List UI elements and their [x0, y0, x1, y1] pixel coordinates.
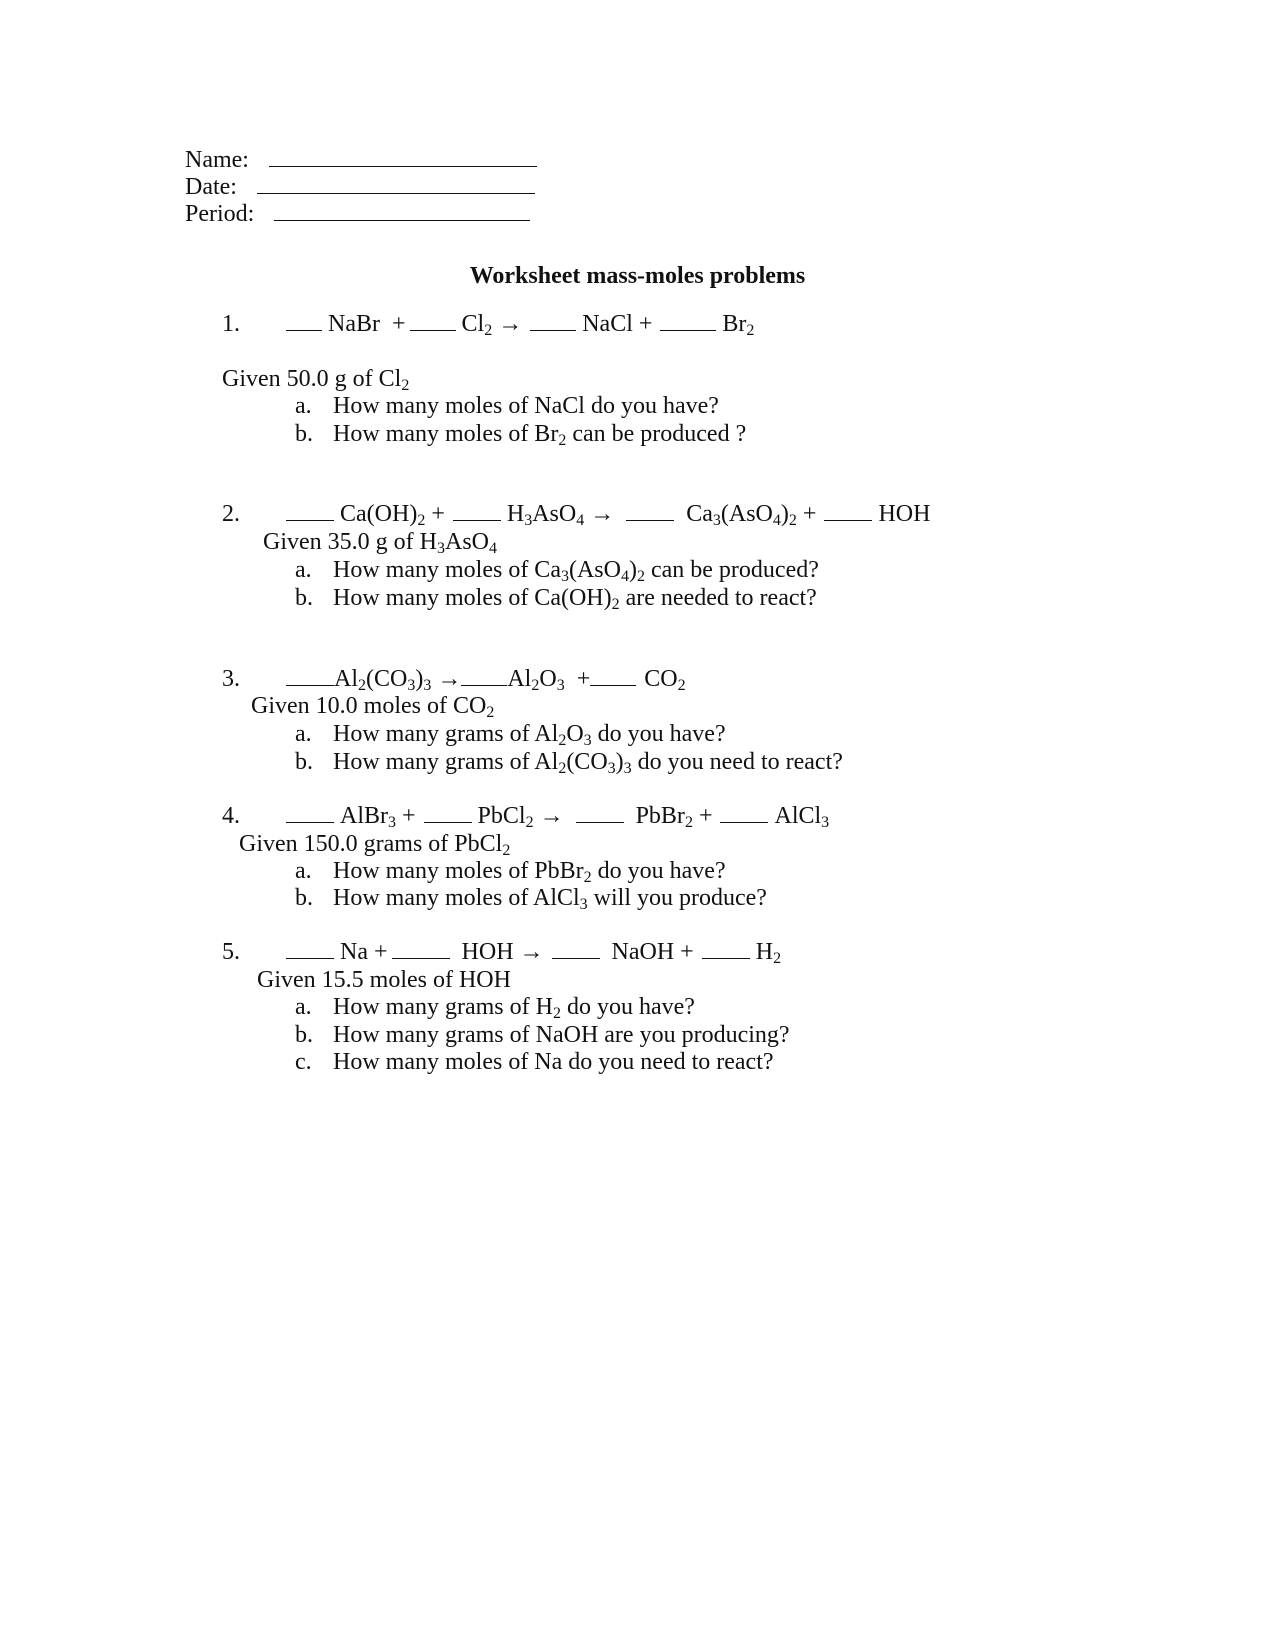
problem-2-equation: 2. $Ca(OH)_2 + H_3AsO_4 \to Ca_3(AsO_4)_2$ + HOH [222, 501, 931, 529]
problem-1-given: Given 50.0 g of $Cl_2$ [222, 366, 410, 394]
name-field[interactable] [185, 146, 537, 174]
coefficient-blank[interactable] [286, 804, 334, 823]
problem-number: 4. [222, 803, 240, 829]
coefficient-blank[interactable] [286, 940, 334, 959]
problem-number: 1. [222, 311, 240, 337]
question-2a: a. How many moles of $Ca_3(AsO_4)_2$ can be produced? [295, 557, 819, 585]
worksheet-title: Worksheet mass-moles problems [469, 263, 806, 289]
period-label: Period: [185, 201, 255, 227]
coefficient-blank[interactable] [552, 940, 600, 959]
problem-3-equation: 3. $Al_2(CO_3)_3 \to Al_2O_3 + CO_2$ [222, 666, 686, 694]
question-5c: c. How many moles of Na do you need to react? [295, 1049, 774, 1075]
problem-4-given: Given 150.0 grams of PbCl$_2$ [239, 831, 511, 859]
coefficient-blank[interactable] [424, 804, 472, 823]
coefficient-blank[interactable] [453, 502, 501, 521]
coefficient-blank[interactable] [410, 312, 456, 331]
question-3a: a. How many grams of $Al_2O_3$ do you have? [295, 721, 726, 749]
problem-number: 3. [222, 666, 240, 692]
question-4a: a. How many moles of PbBr$_2$ do you have? [295, 858, 726, 886]
coefficient-blank[interactable] [286, 502, 334, 521]
period-field[interactable] [185, 200, 530, 228]
coefficient-blank[interactable] [286, 667, 334, 686]
problem-1-equation: 1. NaBr + $Cl_2$ → NaCl + $Br_2$ [222, 311, 755, 339]
question-4b: b. How many moles of AlCl$_3$ will you produce? [295, 885, 767, 913]
question-3b: b. How many grams of $Al_2(CO_3)_3$ do you need to react? [295, 749, 843, 777]
coefficient-blank[interactable] [590, 667, 636, 686]
problem-5-given: Given 15.5 moles of HOH [257, 967, 511, 993]
coefficient-blank[interactable] [286, 312, 322, 331]
date-label: Date: [185, 174, 237, 200]
question-5a: a. How many grams of $H_2$ do you have? [295, 994, 695, 1022]
problem-4-equation: 4. AlBr$_3$ + PbCl$_2$ → PbBr$_2$ + AlCl$_3$ [222, 803, 830, 831]
coefficient-blank[interactable] [392, 940, 450, 959]
question-1a: a. How many moles of NaCl do you have? [295, 393, 719, 419]
problem-5-equation: 5. Na + HOH → NaOH + $H_2$ [222, 939, 782, 967]
coefficient-blank[interactable] [530, 312, 576, 331]
date-line[interactable] [257, 173, 535, 194]
date-field[interactable] [185, 173, 535, 201]
problem-number: 5. [222, 939, 240, 965]
coefficient-blank[interactable] [702, 940, 750, 959]
question-2b: b. How many moles of $Ca(OH)_2$ are needed to react? [295, 585, 817, 613]
coefficient-blank[interactable] [824, 502, 872, 521]
coefficient-blank[interactable] [660, 312, 716, 331]
question-1b: b. How many moles of $Br_2$ can be produced ? [295, 421, 747, 449]
name-label: Name: [185, 147, 249, 173]
coefficient-blank[interactable] [576, 804, 624, 823]
coefficient-blank[interactable] [626, 502, 674, 521]
coefficient-blank[interactable] [720, 804, 768, 823]
problem-3-given: Given 10.0 moles of $CO_2$ [251, 693, 495, 721]
coefficient-blank[interactable] [461, 667, 507, 686]
period-line[interactable] [274, 200, 530, 221]
name-line[interactable] [269, 146, 537, 167]
problem-2-given: Given 35.0 g of $H_3AsO_4$ [263, 529, 497, 557]
question-5b: b. How many grams of NaOH are you producing? [295, 1022, 790, 1048]
problem-number: 2. [222, 501, 240, 527]
